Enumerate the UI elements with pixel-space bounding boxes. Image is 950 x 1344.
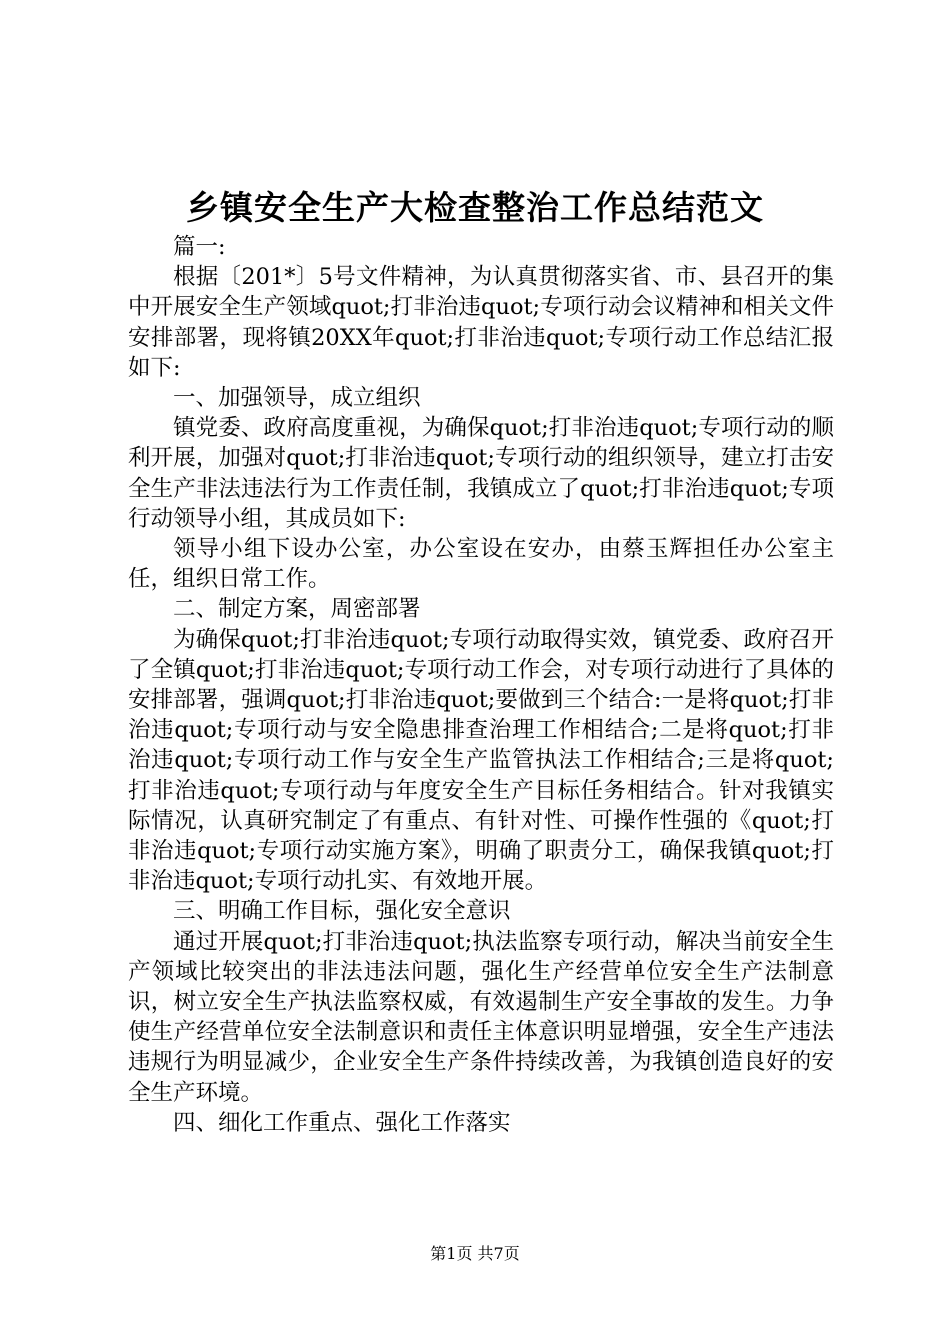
body-paragraph: 镇党委、政府高度重视，为确保quot;打非治违quot;专项行动的顺利开展，加强对quot;打非治违quot;专项行动的组织领导，建立打击安全生产非法违法行为工作责任制，我镇成立了quot;打非治违quot;专项行动领导小组，其成员如下:: [128, 415, 834, 532]
intro-paragraph: 根据〔201*〕5号文件精神，为认真贯彻落实省、市、县召开的集中开展安全生产领域quot;打非治违quot;专项行动会议精神和相关文件安排部署，现将镇20XX年quot;打非治违quot;专项行动工作总结汇报如下:: [128, 264, 834, 381]
page-number-footer: 第1页 共7页: [430, 1244, 520, 1263]
section-heading-2: 二、制定方案，周密部署: [173, 596, 421, 623]
document-title: 乡镇安全生产大检查整治工作总结范文: [186, 188, 764, 227]
body-paragraph: 为确保quot;打非治违quot;专项行动取得实效，镇党委、政府召开了全镇quot;打非治违quot;专项行动工作会，对专项行动进行了具体的安排部署，强调quot;打非治违quot;要做到三个结合:一是将quot;打非治违quot;专项行动与安全隐患排查治理工作相结合;二是将quot;打非治违quot;专项行动工作与安全生产监管执法工作相结合;三是将quot;打非治违quot;专项行动与年度安全生产目标任务相结合。针对我镇实际情况，认真研究制定了有重点、有针对性、可操作性强的《quot;打非治违quot;专项行动实施方案》，明确了职责分工，确保我镇quot;打非治违quot;专项行动扎实、有效地开展。: [128, 626, 834, 895]
document-body: [128, 232, 834, 1138]
section-label: 篇一:: [173, 234, 226, 260]
section-heading-1: 一、加强领导，成立组织: [173, 385, 421, 412]
section-heading-3: 三、明确工作目标，强化安全意识: [173, 898, 511, 925]
section-heading-4: 四、细化工作重点、强化工作落实: [173, 1109, 511, 1136]
body-paragraph: 通过开展quot;打非治违quot;执法监察专项行动，解决当前安全生产领域比较突出的非法违法问题，强化生产经营单位安全生产法制意识，树立安全生产执法监察权威，有效遏制生产安全事故的发生。力争使生产经营单位安全法制意识和责任主体意识明显增强，安全生产违法违规行为明显减少，企业安全生产条件持续改善，为我镇创造良好的安全生产环境。: [128, 928, 834, 1106]
body-paragraph: 领导小组下设办公室，办公室设在安办，由蔡玉辉担任办公室主任，组织日常工作。: [128, 536, 834, 593]
